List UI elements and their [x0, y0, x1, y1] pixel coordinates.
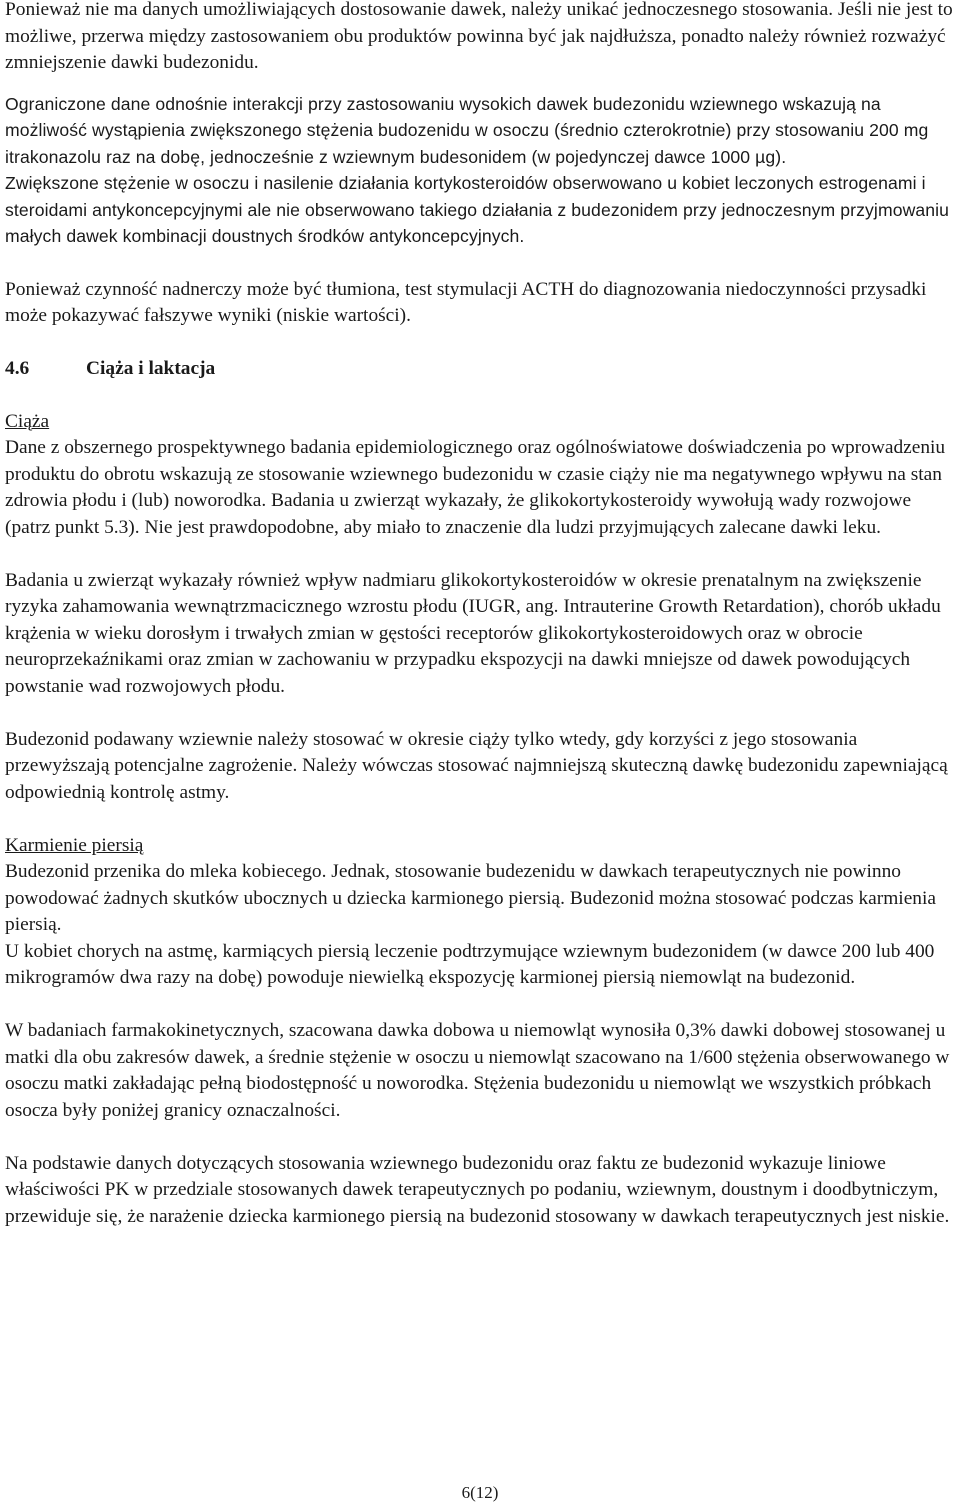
pregnancy-paragraph-3: Budezonid podawany wziewnie należy stosować w okresie ciąży tylko wtedy, gdy korzyści z jego stosowania przewyższają potencjalne zagrożenie. Należy wówczas stosować najmniejszą skuteczną dawkę budezonidu zapewniającą odpowiednią kontrolę astmy. [5, 728, 948, 803]
breastfeeding-heading: Karmienie piersią [5, 834, 144, 856]
paragraph-avoid-concurrent-use: Ponieważ nie ma danych umożliwiających dostosowanie dawek, należy unikać jednoczesnego stosowania. Jeśli nie jest to możliwe, przerwa między zastosowaniem obu produktów powinna być jak najdłuższa, ponadto należy również rozważyć zmniejszenie dawki budezonidu. [5, 0, 953, 73]
pregnancy-heading: Ciąża [5, 410, 50, 432]
paragraph-acth-test: Ponieważ czynność nadnerczy może być tłumiona, test stymulacji ACTH do diagnozowania niedoczynności przysadki może pokazywać fałszywe wyniki (niskie wartości). [5, 278, 927, 327]
section-number: 4.6 [5, 357, 30, 379]
page-number: 6(12) [461, 1483, 499, 1502]
pregnancy-paragraph-2: Badania u zwierząt wykazały również wpływ nadmiaru glikokortykosteroidów w okresie prenatalnym na zwiększenie ryzyka zahamowania wewnątrzmacicznego wzrostu płodu (IUGR, ang. Intrauterine Growth Retardation), chorób układu krążenia w wieku dorosłym i trwałych zmian w gęstości receptorów glikokortykosteroidowych oraz w obrocie neuroprzekaźnikami oraz zmian w zachowaniu w przypadku ekspozycji na dawki mniejsze od dawek powodujących powstanie wad rozwojowych płodu. [5, 569, 941, 697]
paragraph-estrogen-interaction: Zwiększone stężenie w osoczu i nasilenie działania kortykosteroidów obserwowano u kobiet leczonych estrogenami i steroidami antykoncepcyjnymi ale nie obserwowano takiego działania z budezonidem przy jednoczesnym przyjmowaniu małych dawek kombinacji doustnych środków antykoncepcyjnych. [5, 173, 950, 247]
breastfeeding-paragraph-4: Na podstawie danych dotyczących stosowania wziewnego budezonidu oraz faktu ze budezonid wykazuje liniowe właściwości PK w przedziale stosowanych dawek terapeutycznych po podaniu, wziewnym, doustnym i doodbytniczym, przewiduje się, że narażenie dziecka karmionego piersią na budezonid stosowany w dawkach terapeutycznych jest niskie. [5, 1152, 950, 1227]
section-title: Ciąża i laktacja [86, 357, 216, 379]
breastfeeding-paragraph-2: U kobiet chorych na astmę, karmiących piersią leczenie podtrzymujące wziewnym budezonidem (w dawce 200 lub 400 mikrogramów dwa razy na dobę) powoduje niewielką ekspozycję karmionej piersią niemowląt na budezonid. [5, 940, 935, 989]
breastfeeding-paragraph-3: W badaniach farmakokinetycznych, szacowana dawka dobowa u niemowląt wynosiła 0,3% dawki dobowej stosowanej u matki dla obu zakresów dawek, a średnie stężenie w osoczu u niemowląt szacowano na 1/600 stężenia obserwowanego w osoczu matki zakładając pełną biodostępność u noworodka. Stężenia budezonidu u niemowląt we wszystkich próbkach osocza były poniżej granicy oznaczalności. [5, 1020, 950, 1121]
document-page [5, 0, 957, 1230]
breastfeeding-paragraph-1: Budezonid przenika do mleka kobiecego. Jednak, stosowanie budezenidu w dawkach terapeutycznych nie powinno powodować żadnych skutków ubocznych u dziecka karmionego piersią. Budezonid można stosować podczas karmienia piersią. [5, 861, 936, 936]
paragraph-high-dose-interaction: Ograniczone dane odnośnie interakcji przy zastosowaniu wysokich dawek budezonidu wziewnego wskazują na możliwość wystąpienia zwiększonego stężenia budozenidu w osoczu (średnio czterokrotnie) przy stosowaniu 200 mg itrakonazolu raz na dobę, jednocześnie z wziewnym budesonidem (w pojedynczej dawce 1000 µg). [5, 93, 929, 167]
pregnancy-paragraph-1: Dane z obszernego prospektywnego badania epidemiologicznego oraz ogólnoświatowe doświadczenia po wprowadzeniu produktu do obrotu wskazują ze stosowanie wziewnego budezonidu w czasie ciąży nie ma negatywnego wpływu na stan zdrowia płodu i (lub) noworodka. Badania u zwierząt wykazały, że glikokortykosteroidy wywołują wady rozwojowe (patrz punkt 5.3). Nie jest prawdopodobne, aby miało to znaczenie dla ludzi przyjmujących zalecane dawki leku. [5, 437, 946, 538]
section-heading [5, 356, 957, 383]
